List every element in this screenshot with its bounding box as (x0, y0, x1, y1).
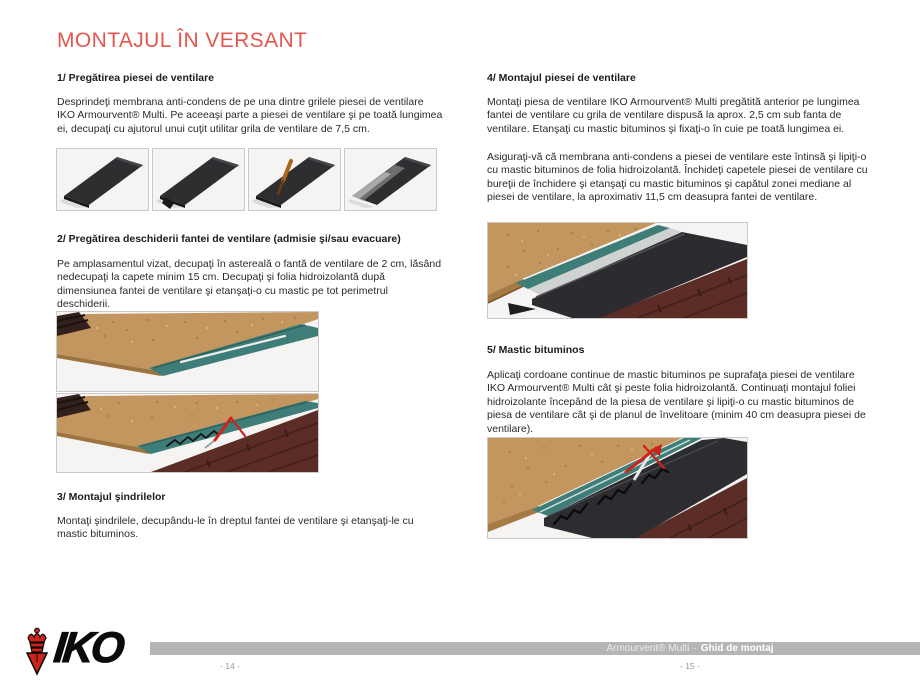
footer-product-name: Armourvent® Multi (606, 643, 690, 654)
page-number-left: - 14 - (220, 661, 240, 671)
footer-bar-text (460, 642, 920, 655)
vent-strip-cut-illustration (345, 149, 436, 210)
step1-thumbnail-1 (56, 148, 149, 211)
vent-strip-peel-illustration (153, 149, 244, 210)
step1-thumbnail-2 (152, 148, 245, 211)
step4-body-1: Montaţi piesa de ventilare IKO Armourvent® Multi pregătită anterior pe lungimea fantei de ventilare cu grila de ventilare dispusă la aprox. 2,5 cm sub fanta de ventilare. Etanşaţi cu mastic bituminos şi fixaţi-o în cuie pe toată lungimea ei. (487, 96, 860, 135)
step2-heading: 2/ Pregătirea deschiderii fantei de ventilare (admisie şi/sau evacuare) (57, 233, 401, 245)
step2-image-cutting (56, 393, 319, 473)
deck-cutting-illustration (57, 394, 318, 472)
step2-image-slot (56, 311, 319, 392)
step4-body-2: Asiguraţi-vă că membrana anti-condens a piesei de ventilare este întinsă şi lipiţi-o cu mastic bituminos de folia hidroizolantă. Închideţi capetele piesei de ventilare cu bureţii de închidere şi etanşaţi cu mastic bituminos şi capătul zonei mediane al piesei de ventilare, la aproximativ 11,5 cm deasupra fantei de ventilare. (487, 151, 868, 204)
step3-heading: 3/ Montajul şindrilelor (57, 491, 166, 503)
step2-body: Pe amplasamentul vizat, decupaţi în astereală o fantă de ventilare de 2 cm, lăsând nedecupaţi la capete minim 15 cm. Decupaţi şi folia hidroizolantă după dimensiunea fantei de ventilare şi etanşaţi-o cu mastic pe tot perimetrul deschiderii. (57, 258, 442, 311)
vent-strip-illustration (57, 149, 148, 210)
iko-logo-text: IKO (51, 624, 125, 672)
step5-heading: 5/ Mastic bituminos (487, 344, 585, 356)
step4-heading: 4/ Montajul piesei de ventilare (487, 72, 636, 84)
page-number-right: - 15 - (680, 661, 700, 671)
vent-piece-installed-illustration (488, 223, 747, 318)
step4-image-vent-piece (487, 222, 748, 319)
deck-slot-illustration (57, 312, 318, 391)
step3-body: Montaţi şindrilele, decupându-le în dreptul fantei de ventilare şi etanşaţi-le cu mastic bituminos. (57, 515, 414, 541)
step1-thumbnail-4 (344, 148, 437, 211)
step5-body: Aplicaţi cordoane continue de mastic bituminos pe suprafaţa piesei de ventilare IKO Armourvent® Multi cât şi peste folia hidroizolantă. Continuaţi montajul foliei hidroizolante începând de la piesa de ventilare şi lipiţi-o cu mastic bituminos de piesa de ventilare cât şi de planul de învelitoare (minim 40 cm deasupra piesei de ventilare). (487, 369, 866, 435)
page-title: MONTAJUL ÎN VERSANT (57, 29, 308, 52)
step1-body: Desprindeţi membrana anti-condens de pe una dintre grilele piesei de ventilare IKO Armourvent® Multi. Pe aceeaşi parte a piesei de ventilare şi pe toată lungimea ei, decupaţi cu ajutorul unui cuţit utilitar grila de ventilare de 7,5 cm. (57, 96, 443, 135)
footer-separator: · (693, 643, 697, 654)
step1-heading: 1/ Pregătirea piesei de ventilare (57, 72, 214, 84)
step1-thumbnail-3 (248, 148, 341, 211)
vent-strip-knife-illustration (249, 149, 340, 210)
footer-guide-title: Ghid de montaj (700, 643, 774, 654)
step5-image-mastic (487, 437, 748, 539)
mastic-application-illustration (488, 438, 747, 538)
